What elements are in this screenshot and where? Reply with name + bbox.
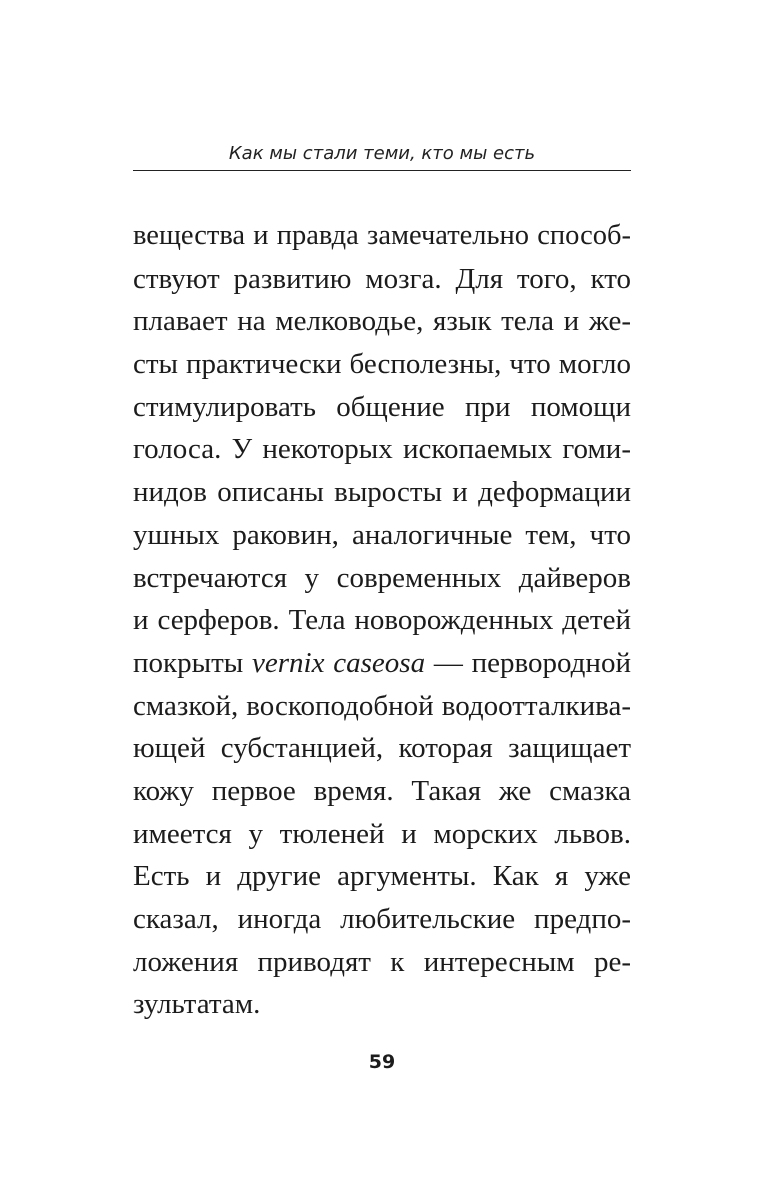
text-line: имеется у тюленей и морских львов. — [133, 817, 631, 850]
text-line: плавает на мелководье, язык тела и же- — [133, 305, 631, 338]
text-line: встречаются у современных дайверов — [133, 561, 631, 594]
text-line: кожу первое время. Такая же смазка — [133, 774, 631, 807]
running-head: Как мы стали теми, кто мы есть — [228, 143, 536, 164]
text-line — [133, 642, 631, 685]
page-number: 59 — [368, 1051, 396, 1073]
body-text — [133, 215, 631, 1026]
text-segment: — первородной — [425, 646, 631, 679]
text-line: нидов описаны выросты и деформации — [133, 476, 631, 509]
text-line: ложения приводят к интересным ре- — [133, 945, 631, 978]
text-line: ушных раковин, аналогичные тем, что — [133, 518, 631, 551]
text-line: и серферов. Тела новорожденных детей — [133, 604, 631, 637]
text-line: ющей субстанцией, которая защищает — [133, 732, 631, 765]
text-line: голоса. У некоторых ископаемых гоми- — [133, 433, 631, 466]
text-line: стимулировать общение при помощи — [133, 390, 631, 423]
text-line: вещества и правда замечательно способ- — [133, 220, 631, 251]
text-line: зультатам. — [133, 988, 261, 1021]
text-line: сказал, иногда любительские предпо- — [133, 903, 631, 935]
header-rule — [133, 170, 631, 171]
italic-term: vernix caseosa — [252, 646, 426, 679]
text-line: смазкой, воскоподобной водоотталкива- — [133, 689, 631, 722]
text-line: ствуют развитию мозга. Для того, кто — [133, 262, 631, 295]
text-line: сты практически бесполезны, что могло — [133, 348, 631, 381]
text-line: Есть и другие аргументы. Как я уже — [133, 860, 631, 893]
text-segment: покрыты — [133, 646, 253, 679]
